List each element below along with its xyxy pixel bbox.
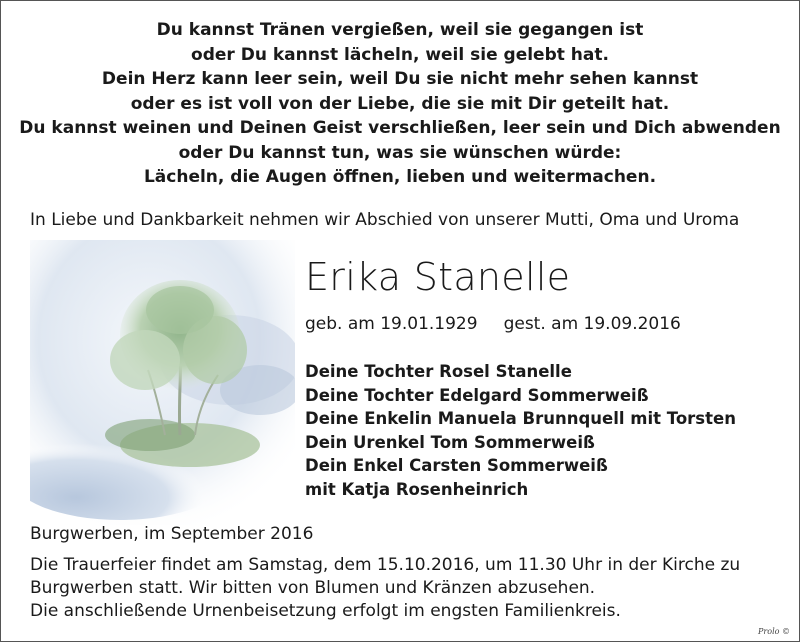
notice-line: Die Trauerfeier findet am Samstag, dem 15.10.2016, um 11.30 Uhr in der Kirche zu — [30, 555, 741, 575]
mourner-line: Deine Tochter Edelgard Sommerweiß — [305, 385, 649, 405]
deceased-name: Erika Stanelle — [305, 255, 571, 299]
notice-line: Die anschließende Urnenbeisetzung erfolgt im engsten Familienkreis. — [30, 601, 621, 621]
notice-line: Burgwerben statt. Wir bitten von Blumen und Kränzen abzusehen. — [30, 578, 596, 598]
poem-line: oder Du kannst lächeln, weil sie gelebt hat. — [191, 44, 609, 65]
mourner-line: Deine Enkelin Manuela Brunnquell mit Torsten — [305, 409, 736, 428]
poem-line: oder Du kannst tun, was sie wünschen würde: — [178, 142, 622, 163]
poem-line: Du kannst Tränen vergießen, weil sie gegangen ist — [156, 20, 644, 40]
birth-date: geb. am 19.01.1929 — [305, 314, 478, 334]
poem-line: Du kannst weinen und Deinen Geist verschließen, leer sein und Dich abwenden — [19, 118, 781, 138]
farewell-intro: In Liebe und Dankbarkeit nehmen wir Abschied von unserer Mutti, Oma und Uroma — [30, 210, 740, 230]
death-date: gest. am 19.09.2016 — [503, 314, 681, 334]
mourner-line: Dein Urenkel Tom Sommerweiß — [305, 432, 595, 452]
funeral-notice — [30, 554, 740, 623]
mourners-list — [305, 360, 736, 501]
mourner-line: Deine Tochter Rosel Stanelle — [305, 362, 572, 381]
mourner-line: Dein Enkel Carsten Sommerweiß — [305, 456, 608, 475]
poem-line: Lächeln, die Augen öffnen, lieben und weitermachen. — [143, 167, 657, 187]
life-dates — [305, 314, 681, 334]
poem-line: Dein Herz kann leer sein, weil Du sie nicht mehr sehen kannst — [101, 69, 699, 89]
mourner-line: mit Katja Rosenheinrich — [305, 479, 529, 499]
poem — [0, 18, 800, 190]
tree-watercolor-image — [30, 240, 295, 525]
designer-signature: Prolo © — [758, 627, 790, 636]
place-and-date: Burgwerben, im September 2016 — [30, 524, 314, 544]
poem-line: oder es ist voll von der Liebe, die sie mit Dir geteilt hat. — [130, 93, 670, 114]
